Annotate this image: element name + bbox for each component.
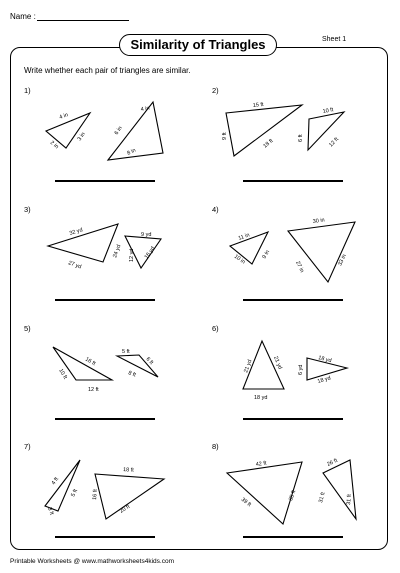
name-label: Name : [10,12,36,21]
tri8-label-b: 35 ft [288,489,298,502]
tri1-label-b: 3 in [76,131,87,143]
tri7-label-d: 18 ft [122,467,134,474]
tri6-label-d: 18 yd [317,355,333,365]
tri7-label-e: 16 ft [92,488,99,501]
problem-number-7: 7) [24,442,31,451]
tri3-label-c: 27 yd [67,260,83,271]
tri5-label-c: 12 ft [88,387,99,393]
tri4-label-c: 10 in [232,253,247,266]
tri4-label-f: 33 in [337,253,348,267]
problem-number-8: 8) [212,442,219,451]
tri5-label-a: 16 ft [84,356,97,368]
problem-number-2: 2) [212,86,219,95]
tri6-label-a: 21 yd [243,358,254,374]
tri2-label-f: 12 ft [328,136,340,149]
tri8-label-f: 31 ft [346,493,353,506]
triangle-2b [308,112,344,150]
tri6-label-c: 18 yd [254,395,268,401]
footer-text: Printable Worksheets @ www.mathworksheets4kids.com [10,558,174,565]
tri8-label-d: 26 ft [326,457,339,468]
tri1-label-e: 6 in [113,125,124,137]
tri1-label-a: 4 in [58,112,70,121]
sheet-label: Sheet 1 [322,36,347,43]
tri3-label-b: 24 yd [112,243,123,259]
tri4-label-d: 30 in [312,217,326,225]
tri8-label-e: 31 ft [318,491,327,504]
tri1-label-d: 4 in [140,105,151,113]
triangle-8b [323,457,356,519]
worksheet-title: Similarity of Triangles [119,34,277,56]
triangle-4b [288,222,355,282]
problem-number-1: 1) [24,86,31,95]
problem-number-3: 3) [24,205,31,214]
tri2-label-d: 10 ft [322,107,334,115]
tri6-label-f: 18 yd [316,375,332,385]
triangle-3a [48,224,118,262]
tri8-label-a: 42 ft [255,460,267,468]
tri1-label-c: 2 in [48,139,60,151]
triangle-2a [226,105,302,156]
tri7-label-c: 3 ft [46,506,55,516]
tri2-label-c: 18 ft [262,138,275,150]
tri3-label-f: 16 yd [143,245,157,261]
tri7-label-f: 20 ft [118,503,132,515]
tri1-label-f: 8 in [126,147,137,157]
tri4-label-b: 9 in [261,249,272,260]
problem-number-6: 6) [212,324,219,333]
tri8-label-c: 39 ft [239,496,252,509]
tri4-label-e: 27 in [294,260,305,274]
tri3-label-a: 32 yd [68,227,84,237]
instructions-text: Write whether each pair of triangles are similar. [24,66,191,75]
tri4-label-a: 11 in [237,232,251,242]
triangle-7b [95,474,164,519]
tri6-label-e: 6 yd [298,364,304,375]
tri6-label-b: 21 yd [272,355,283,371]
tri5-label-d: 5 ft [122,349,130,355]
problem-number-5: 5) [24,324,31,333]
tri2-label-b: 9 ft [222,132,228,140]
tri2-label-a: 15 ft [252,101,264,109]
tri5-label-e: 6 ft [144,356,155,367]
triangle-7a [45,460,80,511]
tri2-label-e: 6 ft [298,134,304,142]
tri3-label-e: 12 yd [129,248,135,262]
tri5-label-f: 8 ft [127,370,137,379]
tri3-label-d: 9 yd [141,232,152,238]
tri7-label-b: 5 ft [70,488,80,498]
problem-number-4: 4) [212,205,219,214]
tri7-label-a: 4 ft [50,476,61,487]
tri5-label-b: 10 ft [57,368,68,381]
